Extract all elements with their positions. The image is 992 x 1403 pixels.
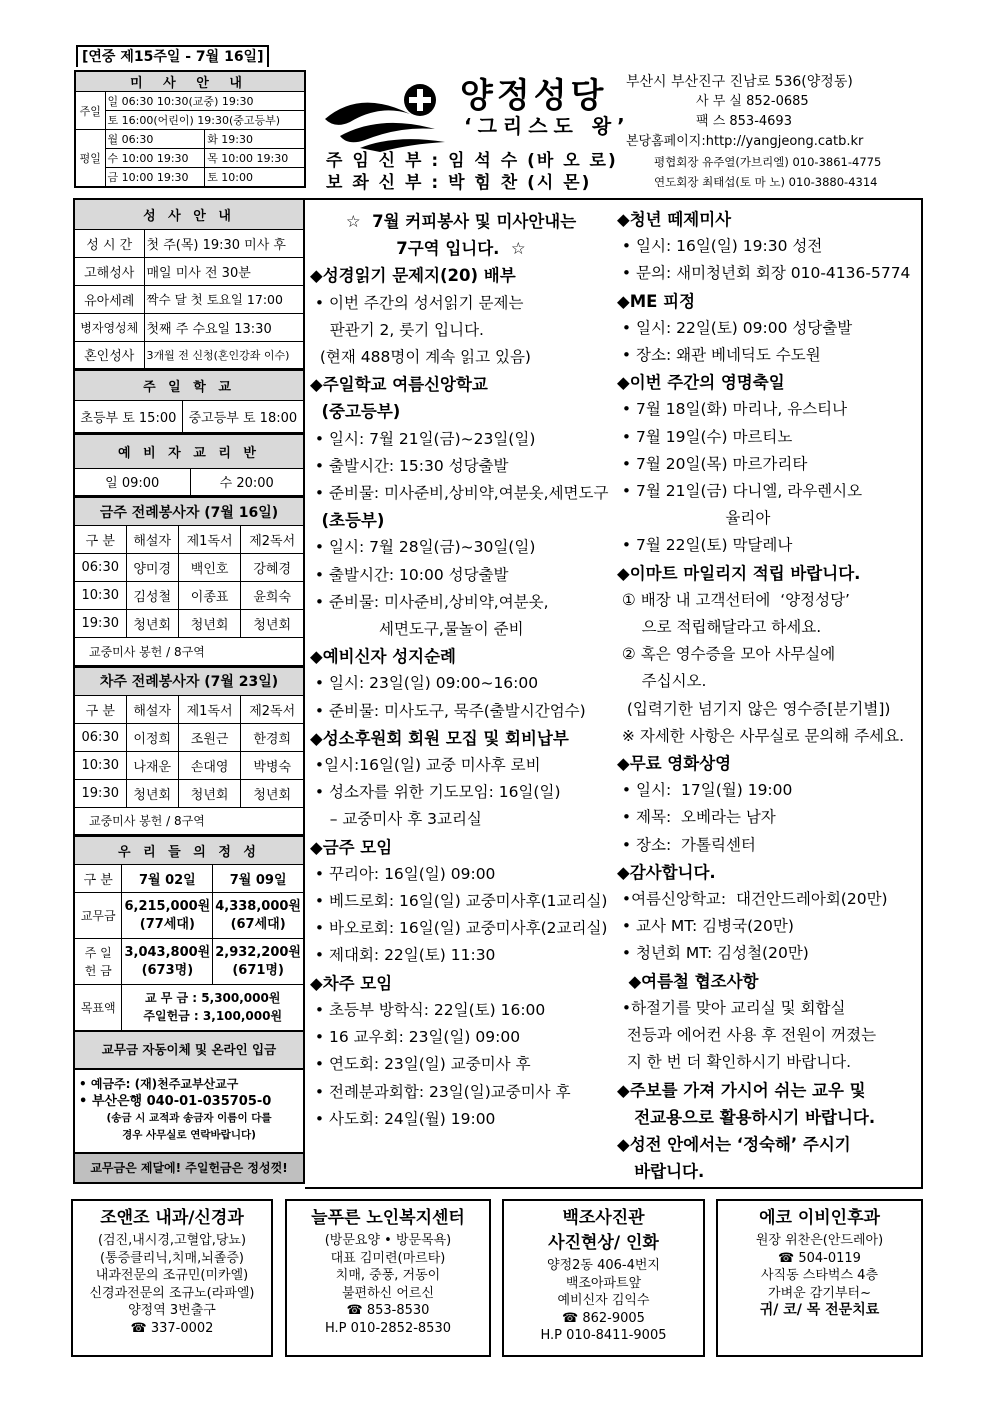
announcement-heading: ◆감사합니다.: [617, 862, 716, 882]
announcements-column-2: [617, 206, 921, 1185]
mass-fri: 금 10:00 19:30: [105, 168, 205, 187]
office-phone: 사 무 실 852-0685: [696, 94, 809, 109]
announcement-line: • 문의: 새미청년회 회장 010-4136-5774: [617, 264, 911, 283]
announcement-line: 으로 적립해달라고 하세요.: [617, 618, 822, 637]
table-row: 교무금 6,215,000원 (77세대) 4,338,000원 (67세대): [74, 893, 304, 939]
announcement-line: • 바오로회: 16일(일) 교중미사후(2교리실): [310, 919, 608, 938]
catechumen-title: 예 비 자 교 리 반: [74, 434, 304, 468]
homepage-link[interactable]: 본당홈페이지:http://yangjeong.catb.kr: [626, 134, 864, 149]
announcement-line: • 16 교우회: 23일(일) 09:00: [310, 1028, 521, 1047]
ad-photo-studio: 백조사진관 사진현상/ 인화 양정2동 406-4번지 백조아파트앞 예비신자 김익수 ☎ 862-9005 H.P 010-8411-9005: [502, 1199, 705, 1357]
table-row: 주 일 헌 금 3,043,800원 (673명) 2,932,200원 (671명): [74, 939, 304, 985]
ad-ent-clinic: 에코 이비인후과 원장 위찬은(안드레아) ☎ 504-0119 사직동 스타벅스 4층 가벼운 감기부터~ 귀/ 코/ 목 전문치료: [716, 1199, 923, 1357]
announcement-heading: ◆청년 떼제미사: [617, 210, 732, 229]
announcement-line: • 출발시간: 15:30 성당출발: [310, 456, 509, 475]
announcement-heading: ◆주보를 가져 가시어 쉬는 교우 및: [617, 1080, 866, 1100]
announcement-line: •하절기를 맞아 교리실 및 회합실: [617, 998, 846, 1017]
announcement-line: • 7월 20일(목) 마르가리타: [617, 454, 808, 473]
weekday-label: 평일: [75, 130, 105, 187]
table-row: 06:30 이정희 조원근 한경희: [74, 723, 304, 751]
mass-thu: 목 10:00 19:30: [205, 149, 305, 168]
announcement-line: 세면도구,물놀이 준비: [310, 620, 524, 639]
table-row: 19:30 청년회 청년회 청년회: [74, 610, 304, 638]
ad-internal-medicine: 조앤조 내과/신경과 (검진,내시경,고혈압,당뇨) (통증클리닉,치매,뇌졸증) 내과전문의 조규민(미카엘) 신경과전문의 조규노(라파엘) 양정역 3번출구 ☎ 337-0002: [71, 1199, 273, 1357]
header-cell: 구 분: [74, 526, 126, 554]
announcement-line: 주십시오.: [617, 672, 707, 691]
header-cell: 제1독서: [178, 695, 241, 723]
church-subtitle: ‘그리스도 왕’: [464, 114, 631, 138]
sunday-school-title: 주 일 학 교: [74, 371, 304, 401]
assistant-pastor: 보 좌 신 부 : 박 힘 찬 (시 몬): [326, 173, 592, 193]
table-row: 목표액 교 무 금 : 5,300,000원 주일헌금 : 3,100,000원: [74, 985, 304, 1031]
memorial-chair: 연도회장 최태섭(토 마 노) 010-3880-4314: [654, 175, 878, 189]
next-week-offering: 교중미사 봉헌 / 8구역: [74, 807, 304, 835]
issue-date: [연중 제15주일 - 7월 16일]: [76, 45, 269, 67]
sunday-label: 주일: [75, 92, 105, 130]
next-week-title: 차주 전례봉사자 (7월 23일): [74, 667, 304, 695]
sunday-mass-1: 일 06:30 10:30(교중) 19:30: [105, 92, 305, 111]
announcement-line: • 출발시간: 10:00 성당출발: [310, 565, 509, 584]
table-row: 19:30 청년회 청년회 청년회: [74, 779, 304, 807]
sacrament-time: 짝수 달 첫 토요일 17:00: [144, 285, 304, 313]
sacrament-name: 병자영성체: [74, 313, 144, 341]
contact-info: [626, 72, 922, 192]
announcement-heading: ◆주일학교 여름신앙학교: [310, 375, 488, 395]
announcement-line: • 일시: 16일(일) 19:30 성전: [617, 237, 823, 256]
ad-senior-center: 늘푸른 노인복지센터 (방문요양 • 방문목욕) 대표 김미련(마르타) 치매, 중풍, 거동이 불편하신 어르신 ☎ 853-8530 H.P 010-2852-8530: [285, 1199, 491, 1357]
announcement-line: • 일시: 17일(월) 19:00: [617, 781, 793, 800]
address: 부산시 부산진구 진남로 536(양정동): [626, 74, 853, 90]
account-holder: • 예금주: (재)천주교부산교구: [79, 1076, 239, 1091]
this-week-title: 금주 전례봉사자 (7월 16일): [74, 498, 304, 526]
announcement-line: 판관기 2, 룻기 입니다.: [310, 320, 484, 339]
mass-tue: 화 19:30: [205, 130, 305, 149]
announcements-column-1: [310, 208, 612, 1133]
sunday-mass-2: 토 16:00(어린이) 19:30(중고등부): [105, 111, 305, 130]
church-name: 양정성당: [460, 76, 608, 116]
header-cell: 제2독서: [241, 526, 304, 554]
this-week-offering: 교중미사 봉헌 / 8구역: [74, 638, 304, 666]
next-week-servers-table: [73, 667, 305, 837]
announcement-line: ② 혹은 영수증을 모아 사무실에: [617, 645, 836, 664]
announcement-line: • 일시: 7월 28일(금)~30일(일): [310, 538, 536, 557]
church-logo-icon: [320, 74, 460, 154]
announcement-line: • 장소: 왜관 베네딕도 수도원: [617, 346, 821, 365]
sacrament-name: 고해성사: [74, 257, 144, 285]
announcement-heading: ◆성경읽기 문제지(20) 배부: [310, 266, 516, 286]
announcement-line: ☆ 7월 커피봉사 및 미사안내는: [345, 212, 577, 231]
table-row: 10:30 김성철 이종표 윤희숙: [74, 582, 304, 610]
header-cell: 7월 02일: [122, 865, 213, 893]
announcement-heading: (초등부): [310, 511, 385, 531]
account-number: • 부산은행 040-01-035705-0: [79, 1093, 272, 1109]
offering-title: 우 리 들 의 정 성: [74, 837, 304, 865]
announcement-line: • 사도회: 24일(월) 19:00: [310, 1109, 496, 1128]
ad-subtitle: 사진현상/ 인화: [548, 1233, 659, 1253]
account-info: • 예금주: (재)천주교부산교구 • 부산은행 040-01-035705-0 (송금 시 교적과 송금자 이름이 다를 경우 사무실로 연락바랍니다): [73, 1070, 305, 1154]
announcement-line: • 성소자를 위한 기도모임: 16일(일): [310, 783, 561, 802]
announcement-heading: ◆ME 피정: [617, 291, 696, 311]
offering-table: [73, 836, 305, 1032]
ad-title: 조앤조 내과/신경과: [100, 1208, 244, 1228]
announcement-line: (입력기한 넘기지 않은 영수증[분기별]): [617, 699, 891, 718]
table-row: 06:30 양미경 백인호 강혜경: [74, 554, 304, 582]
announcement-line: • 준비물: 미사준비,상비약,여분옷,: [310, 592, 549, 611]
header-cell: 해설자: [126, 526, 178, 554]
sacrament-table: [73, 198, 305, 370]
announcement-line: • 제대회: 22일(토) 11:30: [310, 946, 496, 965]
announcement-line: • 청년회 MT: 김성철(20만): [617, 944, 809, 963]
announcement-line: 전등과 에어컨 사용 후 전원이 꺼졌는: [617, 1026, 877, 1045]
table-row: 10:30 나재운 손대영 박병숙: [74, 751, 304, 779]
sacrament-time: 첫째 주 수요일 13:30: [144, 313, 304, 341]
header-cell: 7월 09일: [213, 865, 304, 893]
council-chair: 평협회장 유주열(가브리엘) 010-3861-4775: [654, 155, 882, 169]
ad-title: 늘푸른 노인복지센터: [311, 1208, 465, 1228]
ad-title: 백조사진관: [562, 1208, 645, 1228]
announcement-line: • 전례분과회합: 23일(일)교중미사 후: [310, 1082, 571, 1101]
header-cell: 해설자: [126, 695, 178, 723]
sunday-school-table: [73, 370, 305, 434]
announcement-line: •여름신앙학교: 대건안드레아회(20만): [617, 890, 888, 909]
announcement-line: • 7월 21일(금) 다니엘, 라우렌시오: [617, 482, 863, 501]
header-cell: 제2독서: [241, 695, 304, 723]
announcement-heading: (중고등부): [310, 402, 401, 422]
announcement-line: • 준비물: 미사도구, 묵주(출발시간엄수): [310, 701, 586, 720]
announcement-line: • 베드로회: 16일(일) 교중미사후(1교리실): [310, 892, 608, 911]
sacrament-time: 첫 주(목) 19:30 미사 후: [144, 229, 304, 257]
ad-title: 에코 이비인후과: [759, 1208, 880, 1228]
announcement-line: ※ 자세한 사항은 사무실로 문의해 주세요.: [617, 726, 905, 745]
announcement-line: • 7월 22일(토) 막달레나: [617, 536, 793, 555]
sunday-school-elementary: 초등부 토 15:00: [74, 401, 182, 433]
announcement-heading: ◆성소후원회 회원 모집 및 회비납부: [310, 728, 569, 748]
announcement-line: • 교사 MT: 김병국(20만): [617, 917, 794, 936]
announcement-line: •일시:16일(일) 교중 미사후 로비: [310, 756, 541, 775]
sacrament-title: 성 사 안 내: [74, 199, 304, 229]
announcement-heading: ◆성전 안에서는 ‘정숙해’ 주시기: [617, 1134, 851, 1154]
announcement-heading: ◆무료 영화상영: [617, 754, 732, 774]
fax: 팩 스 853-4693: [696, 114, 792, 129]
catechumen-table: [73, 434, 305, 498]
slogan: 교무금은 제달에! 주일헌금은 정성껏!: [73, 1154, 305, 1184]
header-cell: 구 분: [74, 695, 126, 723]
this-week-servers-table: [73, 497, 305, 667]
mass-schedule-table: [74, 70, 306, 188]
announcement-line: – 교중미사 후 3교리실: [310, 810, 482, 829]
announcement-line: • 일시: 7월 21일(금)~23일(일): [310, 429, 536, 448]
announcement-line: ① 배장 내 고객선터에 ‘양정성당’: [617, 590, 850, 609]
announcement-heading: 바랍니다.: [617, 1162, 705, 1182]
left-column: [73, 198, 305, 1184]
sacrament-time: 매일 미사 전 30분: [144, 257, 304, 285]
announcement-line: • 이번 주간의 성서읽기 문제는: [310, 293, 524, 312]
catechumen-sunday: 일 09:00: [74, 468, 190, 496]
announcement-line: • 꾸리아: 16일(일) 09:00: [310, 864, 496, 883]
sunday-school-middle-high: 중고등부 토 18:00: [182, 401, 304, 433]
announcement-line: • 7월 18일(화) 마리나, 유스티나: [617, 400, 848, 419]
mass-mon: 월 06:30: [105, 130, 205, 149]
header-cell: 구 분: [74, 865, 122, 893]
sacrament-name: 혼인성사: [74, 341, 144, 369]
announcement-line: • 연도회: 23일(일) 교중미사 후: [310, 1055, 531, 1074]
announcement-heading: ◆이마트 마일리지 적립 바랍니다.: [617, 563, 861, 583]
announcement-heading: ◆여름철 협조사항: [617, 971, 759, 991]
transfer-title: 교무금 자동이체 및 온라인 입금: [73, 1032, 305, 1070]
sacrament-time: 3개월 전 신청(혼인강좌 이수): [144, 341, 304, 369]
announcement-line: 7구역 입니다. ☆: [396, 239, 526, 259]
announcement-heading: ◆예비신자 성지순례: [310, 647, 456, 667]
announcement-line: 지 한 번 더 확인하시기 바랍니다.: [617, 1053, 852, 1072]
announcement-heading: ◆차주 모임: [310, 973, 393, 993]
mass-title: 미 사 안 내: [75, 71, 305, 92]
mass-sat: 토 10:00: [205, 168, 305, 187]
announcement-line: • 제목: 오베라는 남자: [617, 808, 776, 827]
header-cell: 제1독서: [178, 526, 241, 554]
sacrament-name: 성 시 간: [74, 229, 144, 257]
announcement-heading: ◆이번 주간의 영명축일: [617, 373, 785, 393]
announcement-line: 율리아: [617, 509, 771, 528]
sacrament-name: 유아세례: [74, 285, 144, 313]
announcement-line: • 장소: 가톨릭센터: [617, 835, 756, 854]
pastor: 주 임 신 부 : 임 석 수 (바 오 로): [326, 151, 618, 171]
announcement-line: • 초등부 방학식: 22일(토) 16:00: [310, 1000, 546, 1019]
mass-wed: 수 10:00 19:30: [105, 149, 205, 168]
announcement-line: • 일시: 22일(토) 09:00 성당출발: [617, 318, 853, 337]
announcement-heading: 전교용으로 활용하시기 바랍니다.: [617, 1107, 876, 1127]
announcement-line: • 준비물: 미사준비,상비약,여분옷,세면도구: [310, 484, 609, 503]
announcement-line: (현재 488명이 계속 읽고 있음): [310, 348, 531, 367]
announcement-line: • 7월 19일(수) 마르티노: [617, 427, 793, 446]
catechumen-wednesday: 수 20:00: [190, 468, 304, 496]
announcement-line: • 일시: 23일(일) 09:00~16:00: [310, 674, 539, 693]
announcement-heading: ◆금주 모임: [310, 837, 393, 857]
